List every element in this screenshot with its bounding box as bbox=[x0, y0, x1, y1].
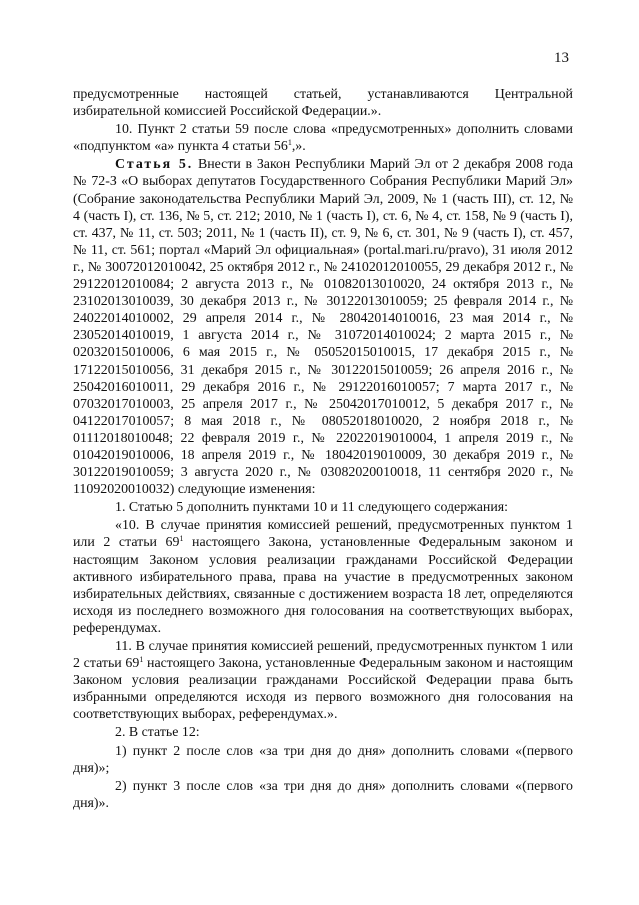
quoted-point-10-tail: настоящего Закона, установленные Федеральным законом и настоящим Законом условия реализации гражданами Российской Федерации активного избирательного права, права на участие в предусмотренных законом избирательных действиях, связанные с достижением возраста 18 лет, определяются исходя из последнего возможного дня голосования на соответствующих выборах, референдумах. bbox=[73, 535, 573, 636]
document-body bbox=[73, 86, 573, 812]
subpoint-1: 1) пункт 2 после слов «за три дня до дня» дополнить словами «(первого дня)»; bbox=[73, 743, 573, 776]
paragraph-item-10-tail: ,». bbox=[291, 139, 306, 155]
article-heading: Статья 5. bbox=[115, 157, 194, 173]
article-5-paragraph bbox=[73, 156, 573, 498]
superscript: 1 bbox=[139, 655, 144, 665]
quoted-point-10 bbox=[73, 517, 573, 637]
quoted-point-11-tail: настоящего Закона, установленные Федеральным законом и настоящим Законом условия реализации гражданами Российской Федерации права быть избранными определяются исходя из первого возможного дня голосования на соответствующих выборах, референдумах.». bbox=[73, 656, 573, 723]
quoted-point-11 bbox=[73, 638, 573, 723]
quoted-point-10-text: «10. В случае принятия комиссией решений, предусмотренных пунктом 1 или 2 статьи 69 bbox=[73, 518, 573, 551]
article-5-text: Внести в Закон Республики Марий Эл от 2 декабря 2008 года № 72-З «О выборах депутатов Государственного Собрания Республики Марий Эл» (Собрание законодательства Республики Марий Эл, 2009, № 1 (часть III), ст. 12, № 4 (часть I), ст. 136, № 5, ст. 212; 2010, № 1 (часть I), ст. 6, № 4, ст. 158, № 9 (часть I), ст. 437, № 11, ст. 503; 2011, № 1 (часть II), ст. 9, № 6, ст. 301, № 9 (часть I), ст. 457, № 11, ст. 561; портал «Марий Эл официальная» (portal.mari.ru/pravo), 31 июля 2012 г., № 30072012010042, 25 октября 2012 г., № 24102012010055, 29 декабря 2012 г., № 29122012010084; 2 августа 2013 г., № 01082013010020, 24 октября 2013 г., № 23102013010039, 30 декабря 2013 г., № 30122013010059; 25 февраля 2014 г., № 24022014010002, 29 апреля 2014 г., № 28042014010016, 23 мая 2014 г., № 23052014010019, 1 августа 2014 г., № 31072014010024; 2 марта 2015 г., № 02032015010006, 6 мая 2015 г., № 05052015010015, 17 декабря 2015 г., № 17122015010056, 31 декабря 2015 г., № 30122015010059; 26 апреля 2016 г., № 25042016010011, 29 декабря 2016 г., № 29122016010057; 7 марта 2017 г., № 07032017010003, 25 апреля 2017 г., № 25042017010012, 5 декабря 2017 г., № 04122017010057; 8 мая 2018 г., № 08052018010020, 2 ноября 2018 г., № 01112018010048; 22 февраля 2019 г., № 22022019010004, 1 апреля 2019 г., № 01042019010006, 18 апреля 2019 г., № 18042019010009, 30 декабря 2019 г., № 30122019010059; 3 августа 2020 г., № 03082020010018, 11 сентября 2020 г., № 11092020010032) следующие изменения: bbox=[73, 157, 573, 498]
page-number: 13 bbox=[554, 50, 569, 66]
superscript: 1 bbox=[287, 138, 292, 148]
paragraph-point-2: 2. В статье 12: bbox=[115, 725, 200, 741]
subpoint-2: 2) пункт 3 после слов «за три дня до дня» дополнить словами «(первого дня)». bbox=[73, 778, 573, 811]
paragraph-point-1: 1. Статью 5 дополнить пунктами 10 и 11 следующего содержания: bbox=[115, 500, 509, 516]
paragraph-item-10 bbox=[73, 121, 573, 155]
superscript: 1 bbox=[179, 534, 184, 544]
paragraph-continuation: предусмотренные настоящей статьей, устанавливаются Центральной избирательной комиссией Российской Федерации.». bbox=[73, 87, 573, 120]
paragraph-item-10-text: 10. Пункт 2 статьи 59 после слова «предусмотренных» дополнить словами «подпунктом «а» пункта 4 статьи 56 bbox=[73, 122, 573, 155]
quoted-point-11-text: 11. В случае принятия комиссией решений, предусмотренных пунктом 1 или 2 статьи 69 bbox=[73, 639, 573, 672]
